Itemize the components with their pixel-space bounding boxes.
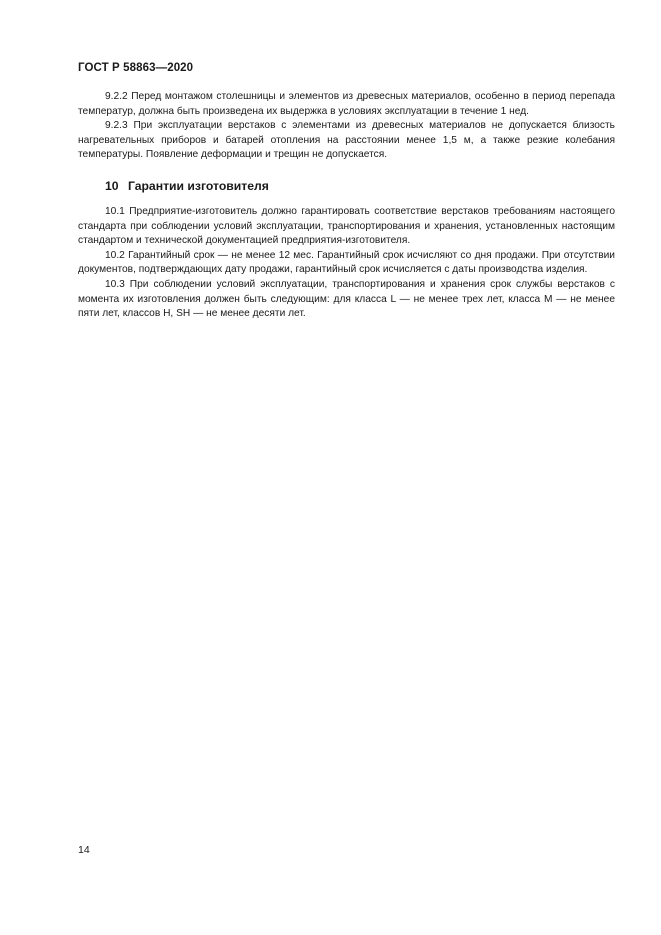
- paragraph-10-2: 10.2 Гарантийный срок — не менее 12 мес. Гарантийный срок исчисляют со дня продажи. При отсутствии документов, подтверждающих дату продажи, гарантийный срок исчисляется с даты производства изделия.: [78, 249, 615, 276]
- section-number: 10: [105, 178, 119, 193]
- section-title: Гарантии изготовителя: [127, 178, 269, 193]
- document-header: ГОСТ Р 58863—2020: [78, 62, 194, 74]
- paragraph-9-2-3: 9.2.3 При эксплуатации верстаков с элементами из древесных материалов не допускается близость нагревательных приборов и батарей отопления на расстоянии менее 1,5 м, а также резкие колебания температуры. Появление деформации и трещин не допускается.: [78, 120, 615, 161]
- page-number: 14: [78, 844, 90, 856]
- section-heading: [78, 179, 615, 194]
- paragraph-9-2-2: 9.2.2 Перед монтажом столешницы и элементов из древесных материалов, особенно в период перепада температур, должна быть произведена их выдержка в условиях эксплуатации в течение 1 нед.: [78, 91, 615, 117]
- document-body: [78, 90, 615, 322]
- paragraph-10-1: 10.1 Предприятие-изготовитель должно гарантировать соответствие верстаков требованиям настоящего стандарта при соблюдении условий эксплуатации, транспортирования и хранения, установленных настоящим стандартом и технической документацией предприятия-изготовителя.: [78, 205, 615, 247]
- paragraph-10-3: 10.3 При соблюдении условий эксплуатации, транспортирования и хранения срок службы верстаков с момента их изготовления должен быть следующим: для класса L — не менее трех лет, класса M — не менее пяти лет, классов H, SH — не менее десяти лет.: [78, 278, 615, 320]
